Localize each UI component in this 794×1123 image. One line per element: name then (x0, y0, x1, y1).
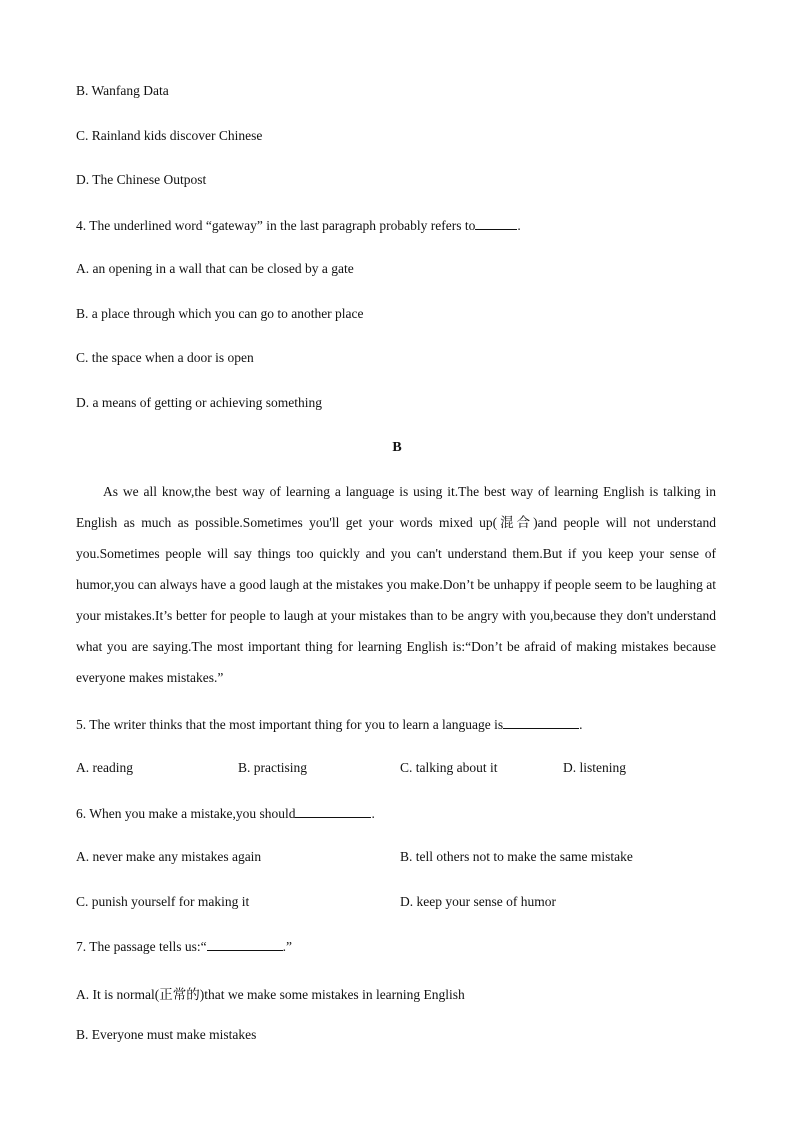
q4-option-d: D. a means of getting or achieving something (76, 395, 322, 410)
q4-option-a: A. an opening in a wall that can be closed by a gate (76, 261, 354, 276)
q6-option-b: B. tell others not to make the same mistake (400, 849, 633, 864)
q5-option-b: B. practising (238, 760, 307, 775)
answer-blank (475, 217, 517, 230)
q3-option-b: B. Wanfang Data (76, 83, 169, 98)
answer-blank (295, 805, 371, 818)
q6-stem-end: . (371, 806, 375, 821)
q4-stem-before: 4. The underlined word (76, 218, 203, 233)
q4-stem-after: in the last paragraph probably refers to (266, 218, 476, 233)
q6-stem-text: 6. When you make a mistake,you should (76, 806, 296, 821)
q4-stem (76, 217, 521, 234)
passage (76, 476, 716, 693)
q3-option-d: D. The Chinese Outpost (76, 172, 207, 187)
q3-option-c: C. Rainland kids discover Chinese (76, 128, 263, 143)
passage-text: As we all know,the best way of learning a language is using it.The best way of learning English is talking in English as much as possible.Sometimes you'll get your words mixed up(混合)and people will not understand you.Sometimes people will say things too quickly and you can't understand them.But if you keep your sense of humor,you can always have a good laugh at the mistakes you make.Don’t be unhappy if people seem to be laughing at your mistakes.It’s better for people to laugh at your mistakes than to be angry with you,because they don't understand what you are saying.The most important thing for learning English is:“Don’t be afraid of making mistakes because everyone makes mistakes.” (76, 484, 716, 685)
q5-stem-end: . (579, 717, 583, 732)
section-heading: B (392, 440, 402, 455)
q7-option-a: A. It is normal(正常的)that we make some mistakes in learning English (76, 987, 465, 1002)
q5-option-c: C. talking about it (400, 760, 498, 775)
q7-stem-text: 7. The passage tells us:“ (76, 939, 207, 954)
q6-stem (76, 805, 375, 822)
q5-stem-text: 5. The writer thinks that the most important thing for you to learn a language is (76, 717, 504, 732)
q7-stem (76, 938, 292, 955)
q4-stem-end: . (517, 218, 521, 233)
q4-keyword: “gateway” (205, 218, 263, 233)
answer-blank (207, 938, 283, 951)
q5-option-d: D. listening (563, 760, 626, 775)
q6-option-c: C. punish yourself for making it (76, 894, 250, 909)
q6-option-d: D. keep your sense of humor (400, 894, 556, 909)
answer-blank (503, 716, 579, 729)
q4-option-c: C. the space when a door is open (76, 350, 254, 365)
q7-stem-end: .” (282, 939, 292, 954)
q5-stem (76, 716, 583, 733)
q4-option-b: B. a place through which you can go to another place (76, 306, 364, 321)
q5-option-a: A. reading (76, 760, 133, 775)
q6-option-a: A. never make any mistakes again (76, 849, 262, 864)
q7-option-b: B. Everyone must make mistakes (76, 1027, 257, 1042)
